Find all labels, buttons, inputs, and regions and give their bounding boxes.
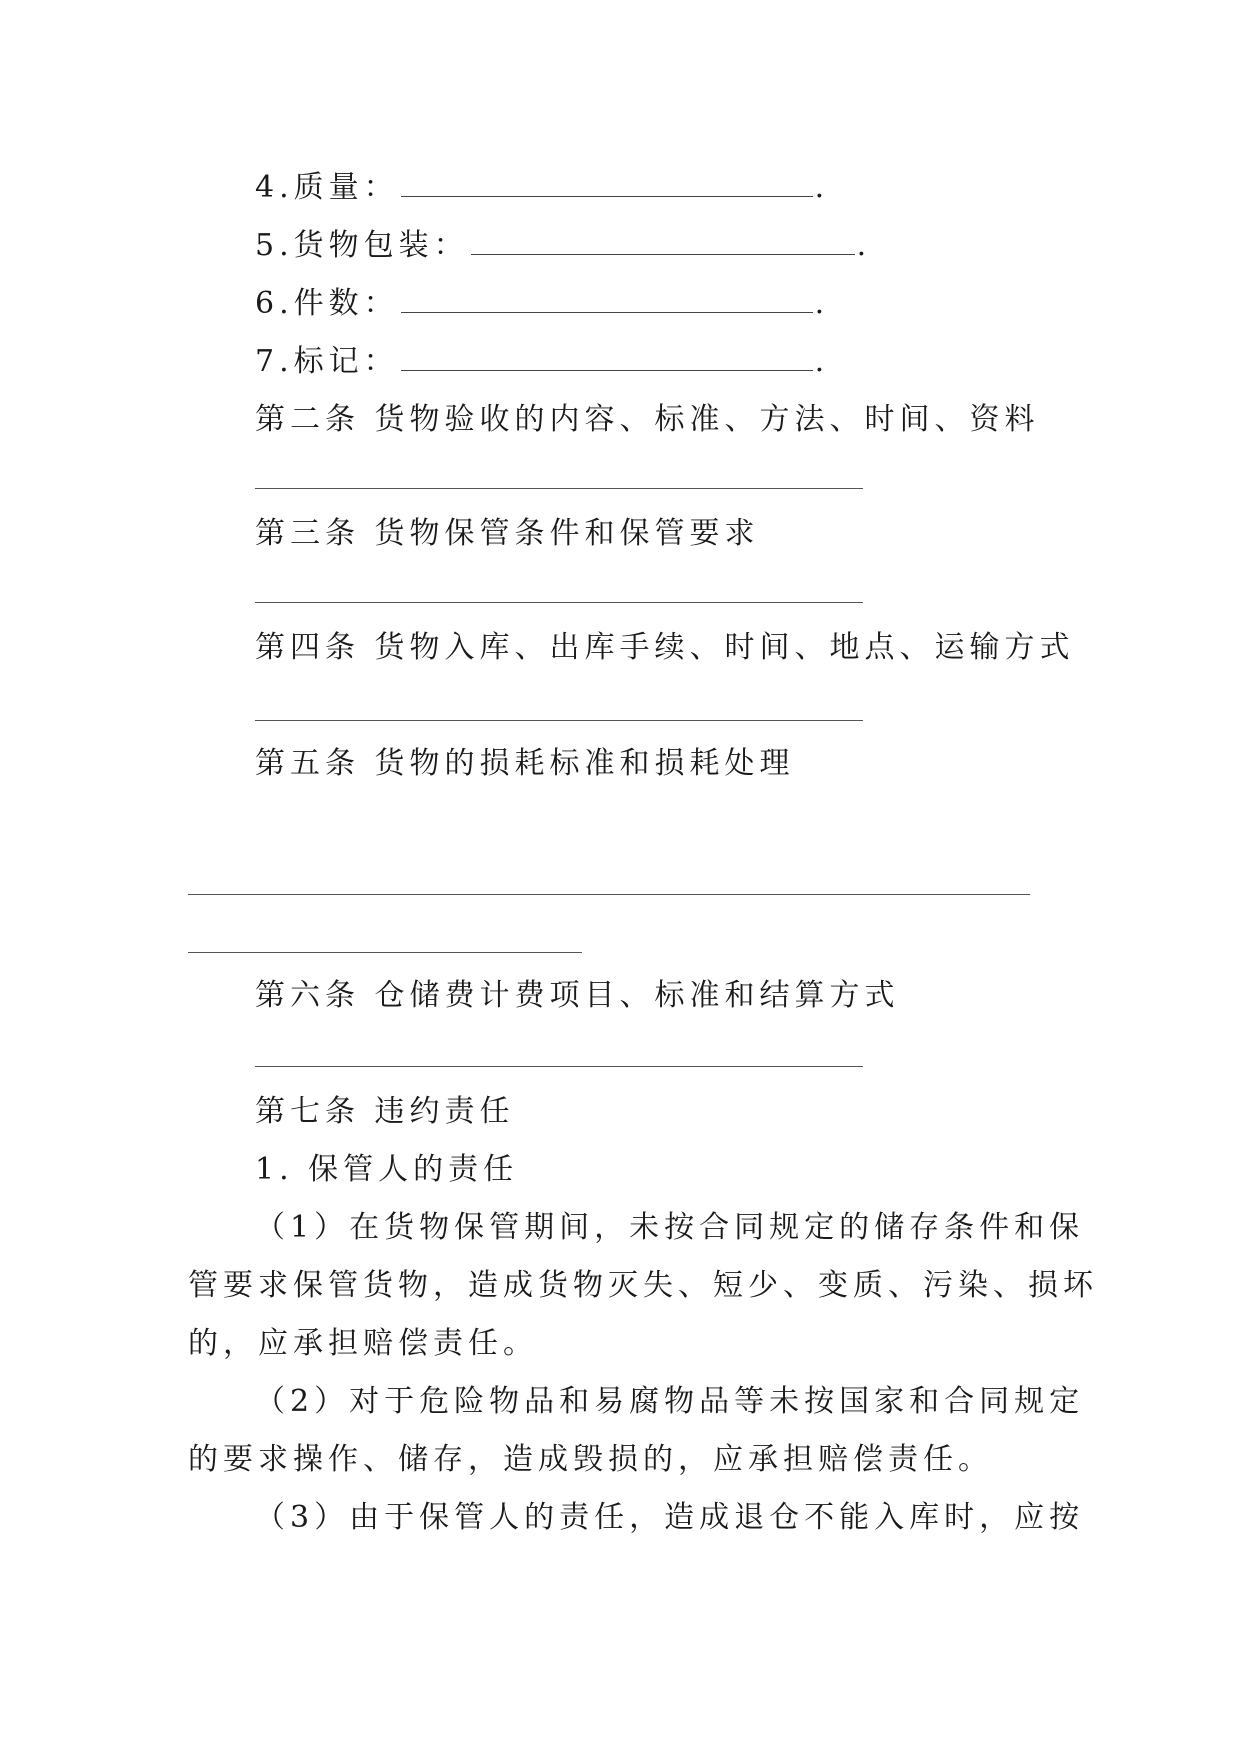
fill-blank[interactable] xyxy=(401,172,813,197)
article-6-heading: 第六条 仓储费计费项目、标准和结算方式 xyxy=(255,978,900,1013)
item-packaging: 5.货物包装： . xyxy=(255,228,872,263)
article-2-heading: 第二条 货物验收的内容、标准、方法、时间、资料 xyxy=(255,402,1040,437)
item-quality: 4.质量： . xyxy=(255,170,830,205)
fill-line[interactable] xyxy=(255,1066,863,1067)
fill-line[interactable] xyxy=(255,602,863,603)
paragraph-1-line: 的，应承担赔偿责任。 xyxy=(188,1326,538,1361)
article-3-heading: 第三条 货物保管条件和保管要求 xyxy=(255,516,760,551)
paragraph-3-line: （3）由于保管人的责任，造成退仓不能入库时，应按 xyxy=(255,1500,1085,1535)
item-label: 5.货物包装： xyxy=(255,228,469,263)
article-7-heading: 第七条 违约责任 xyxy=(255,1094,515,1129)
fill-line[interactable] xyxy=(255,488,863,489)
article-5-heading: 第五条 货物的损耗标准和损耗处理 xyxy=(255,746,795,781)
subsection-1-heading: 1. 保管人的责任 xyxy=(255,1152,519,1187)
item-label: 7.标记： xyxy=(255,344,399,379)
item-count: 6.件数： . xyxy=(255,286,830,321)
fill-line[interactable] xyxy=(188,952,582,953)
paragraph-1-line: （1）在货物保管期间，未按合同规定的储存条件和保 xyxy=(255,1210,1085,1245)
paragraph-2-line: （2）对于危险物品和易腐物品等未按国家和合同规定 xyxy=(255,1384,1085,1419)
item-marking: 7.标记： . xyxy=(255,344,830,379)
item-label: 6.件数： xyxy=(255,286,399,321)
fill-blank[interactable] xyxy=(401,346,813,371)
paragraph-2-line: 的要求操作、储存，造成毁损的，应承担赔偿责任。 xyxy=(188,1442,993,1477)
fill-blank[interactable] xyxy=(401,288,813,313)
article-4-heading: 第四条 货物入库、出库手续、时间、地点、运输方式 xyxy=(255,630,1075,665)
fill-blank[interactable] xyxy=(471,230,855,255)
fill-line[interactable] xyxy=(255,720,863,721)
item-label: 4.质量： xyxy=(255,170,399,205)
fill-line[interactable] xyxy=(188,894,1030,895)
paragraph-1-line: 管要求保管货物，造成货物灭失、短少、变质、污染、损坏 xyxy=(188,1268,1098,1303)
